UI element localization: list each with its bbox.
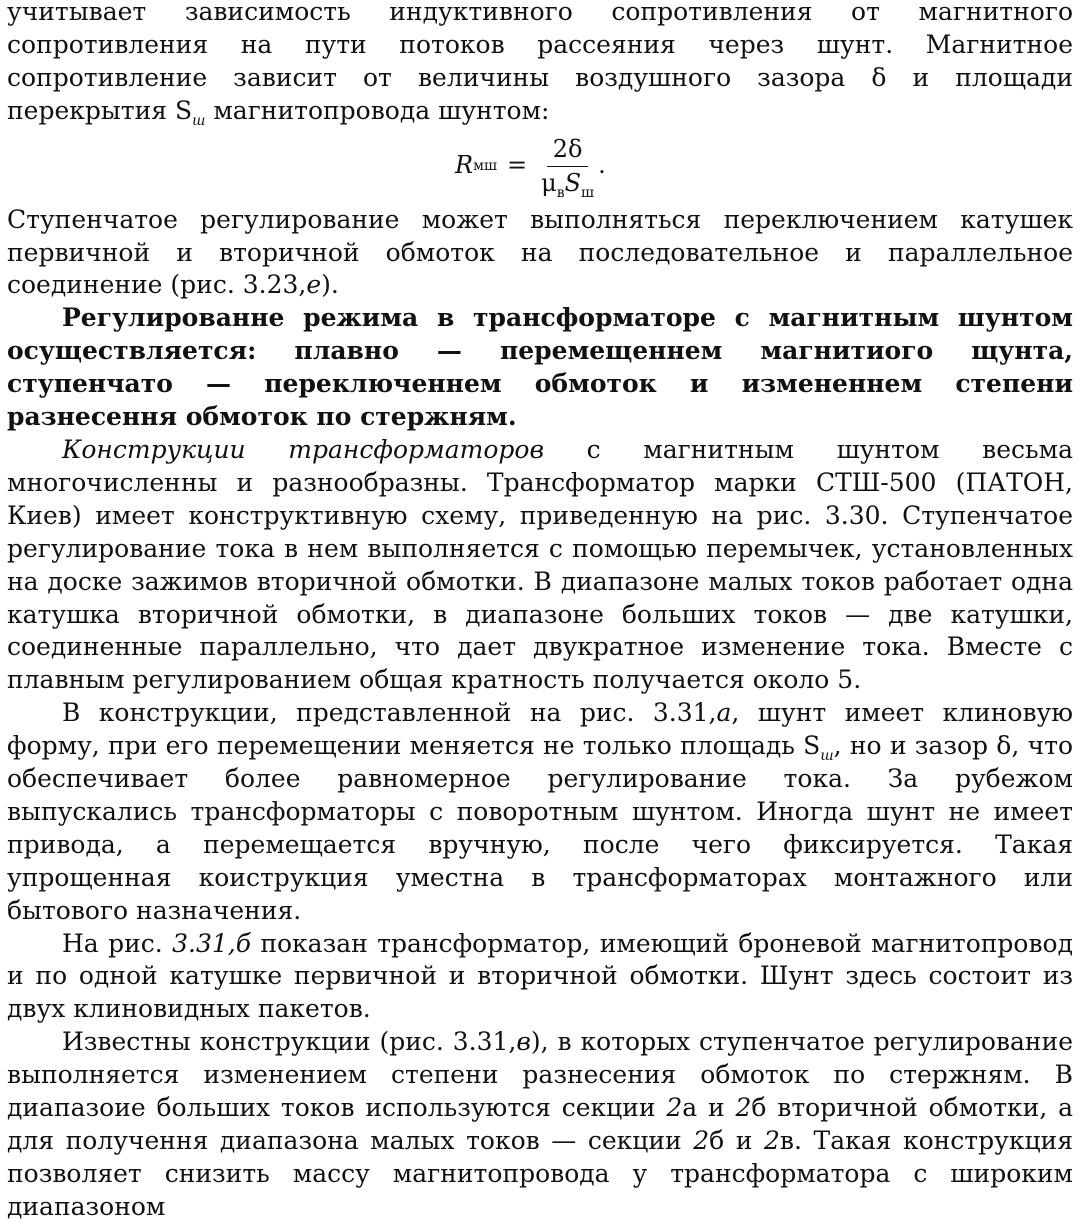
formula-denominator: $\mu_вS_ш$ <box>541 168 595 201</box>
paragraph-wedge-shunt: В конструкции, представленной на рис. 3.31,а, шунт имеет клиновую форму, при его перемещении меняется не только площадь $S_ш$, но и зазор δ, что обеспечивает более равномерное регулирование тока. За рубежом выпускались трансформаторы с поворотным шунтом. Иногда шунт не имеет привода, а перемещается вручную, после чего фиксируется. Такая упрощенная коиструкция уместна в трансформаторах монтажного или бытового назначения. <box>7 698 1073 925</box>
paragraph-armored-core: На рис. 3.31,б показан трансформатор, имеющий броневой магнитопровод и по одной катушке первичной и вторичной обмотки. Шунт здесь состоит из двух клиновидных пакетов. <box>7 928 1074 1024</box>
paragraph-winding-separation: Известны конструкции (рис. 3.31,в), в которых ступенчатое регулирование выполняется изменением степени разнесения обмоток по стержням. В диапазоие больших токов используются секции 2а и 2б вторичной обмотки, а для получення диапазона малых токов — секции 2б и 2в. Такая конструкция позволяет снизить массу магнитопровода у трансформатора с широким диапазоном <box>7 1027 1073 1221</box>
paragraph-constructions: Конструкции трансформаторов с магнитным шунтом весьма многочисленны и разнообразны. Трансформатор марки СТШ-500 (ПАТОН, Киев) имеет конструктивную схему, приведенную на рис. 3.30. Ступенчатое регулирование тока в нем выполняется с помощью перемычек, установленных на доске зажимов вторичной обмотки. В диапазоне малых токов работает одна катушка вторичной обмотки, в диапазоне больших токов — две катушки, соединенные параллельно, что дает двукратное изменение тока. Вместе с плавным регулированием общая кратность получается около 5. <box>7 434 1073 695</box>
document-page <box>7 0 1073 1224</box>
formula-numerator: 2δ <box>547 134 589 167</box>
paragraph-intro: учитывает зависимость индуктивного сопротивления от магнитного сопротивления на пути потоков рассеяния через шунт. Магнитное сопротивление зависит от величины воздушного зазора δ и площади перекрытия $S_ш$ магнитопровода шунтом: <box>7 0 1073 129</box>
paragraph-summary-bold: Регулированне режима в трансформаторе с магнитным шунтом осуществляется: плавно — перемещеннем магнитиого щунта, ступенчато — переключеннем обмоток и измененнем степени разнесення обмоток по стержням. <box>7 303 1073 432</box>
formula-lhs: R <box>455 151 474 180</box>
formula-fraction <box>541 134 595 201</box>
formula-magnetic-resistance: R мш = $\frac{2\delta}{\mu_вS_ш}$ . <box>455 134 606 201</box>
paragraph-step-regulation: Ступенчатое регулирование может выполняться переключением катушек первичной и вторичной обмоток на последовательное и параллельное соединение (рис. 3.23,е). <box>7 204 1073 300</box>
